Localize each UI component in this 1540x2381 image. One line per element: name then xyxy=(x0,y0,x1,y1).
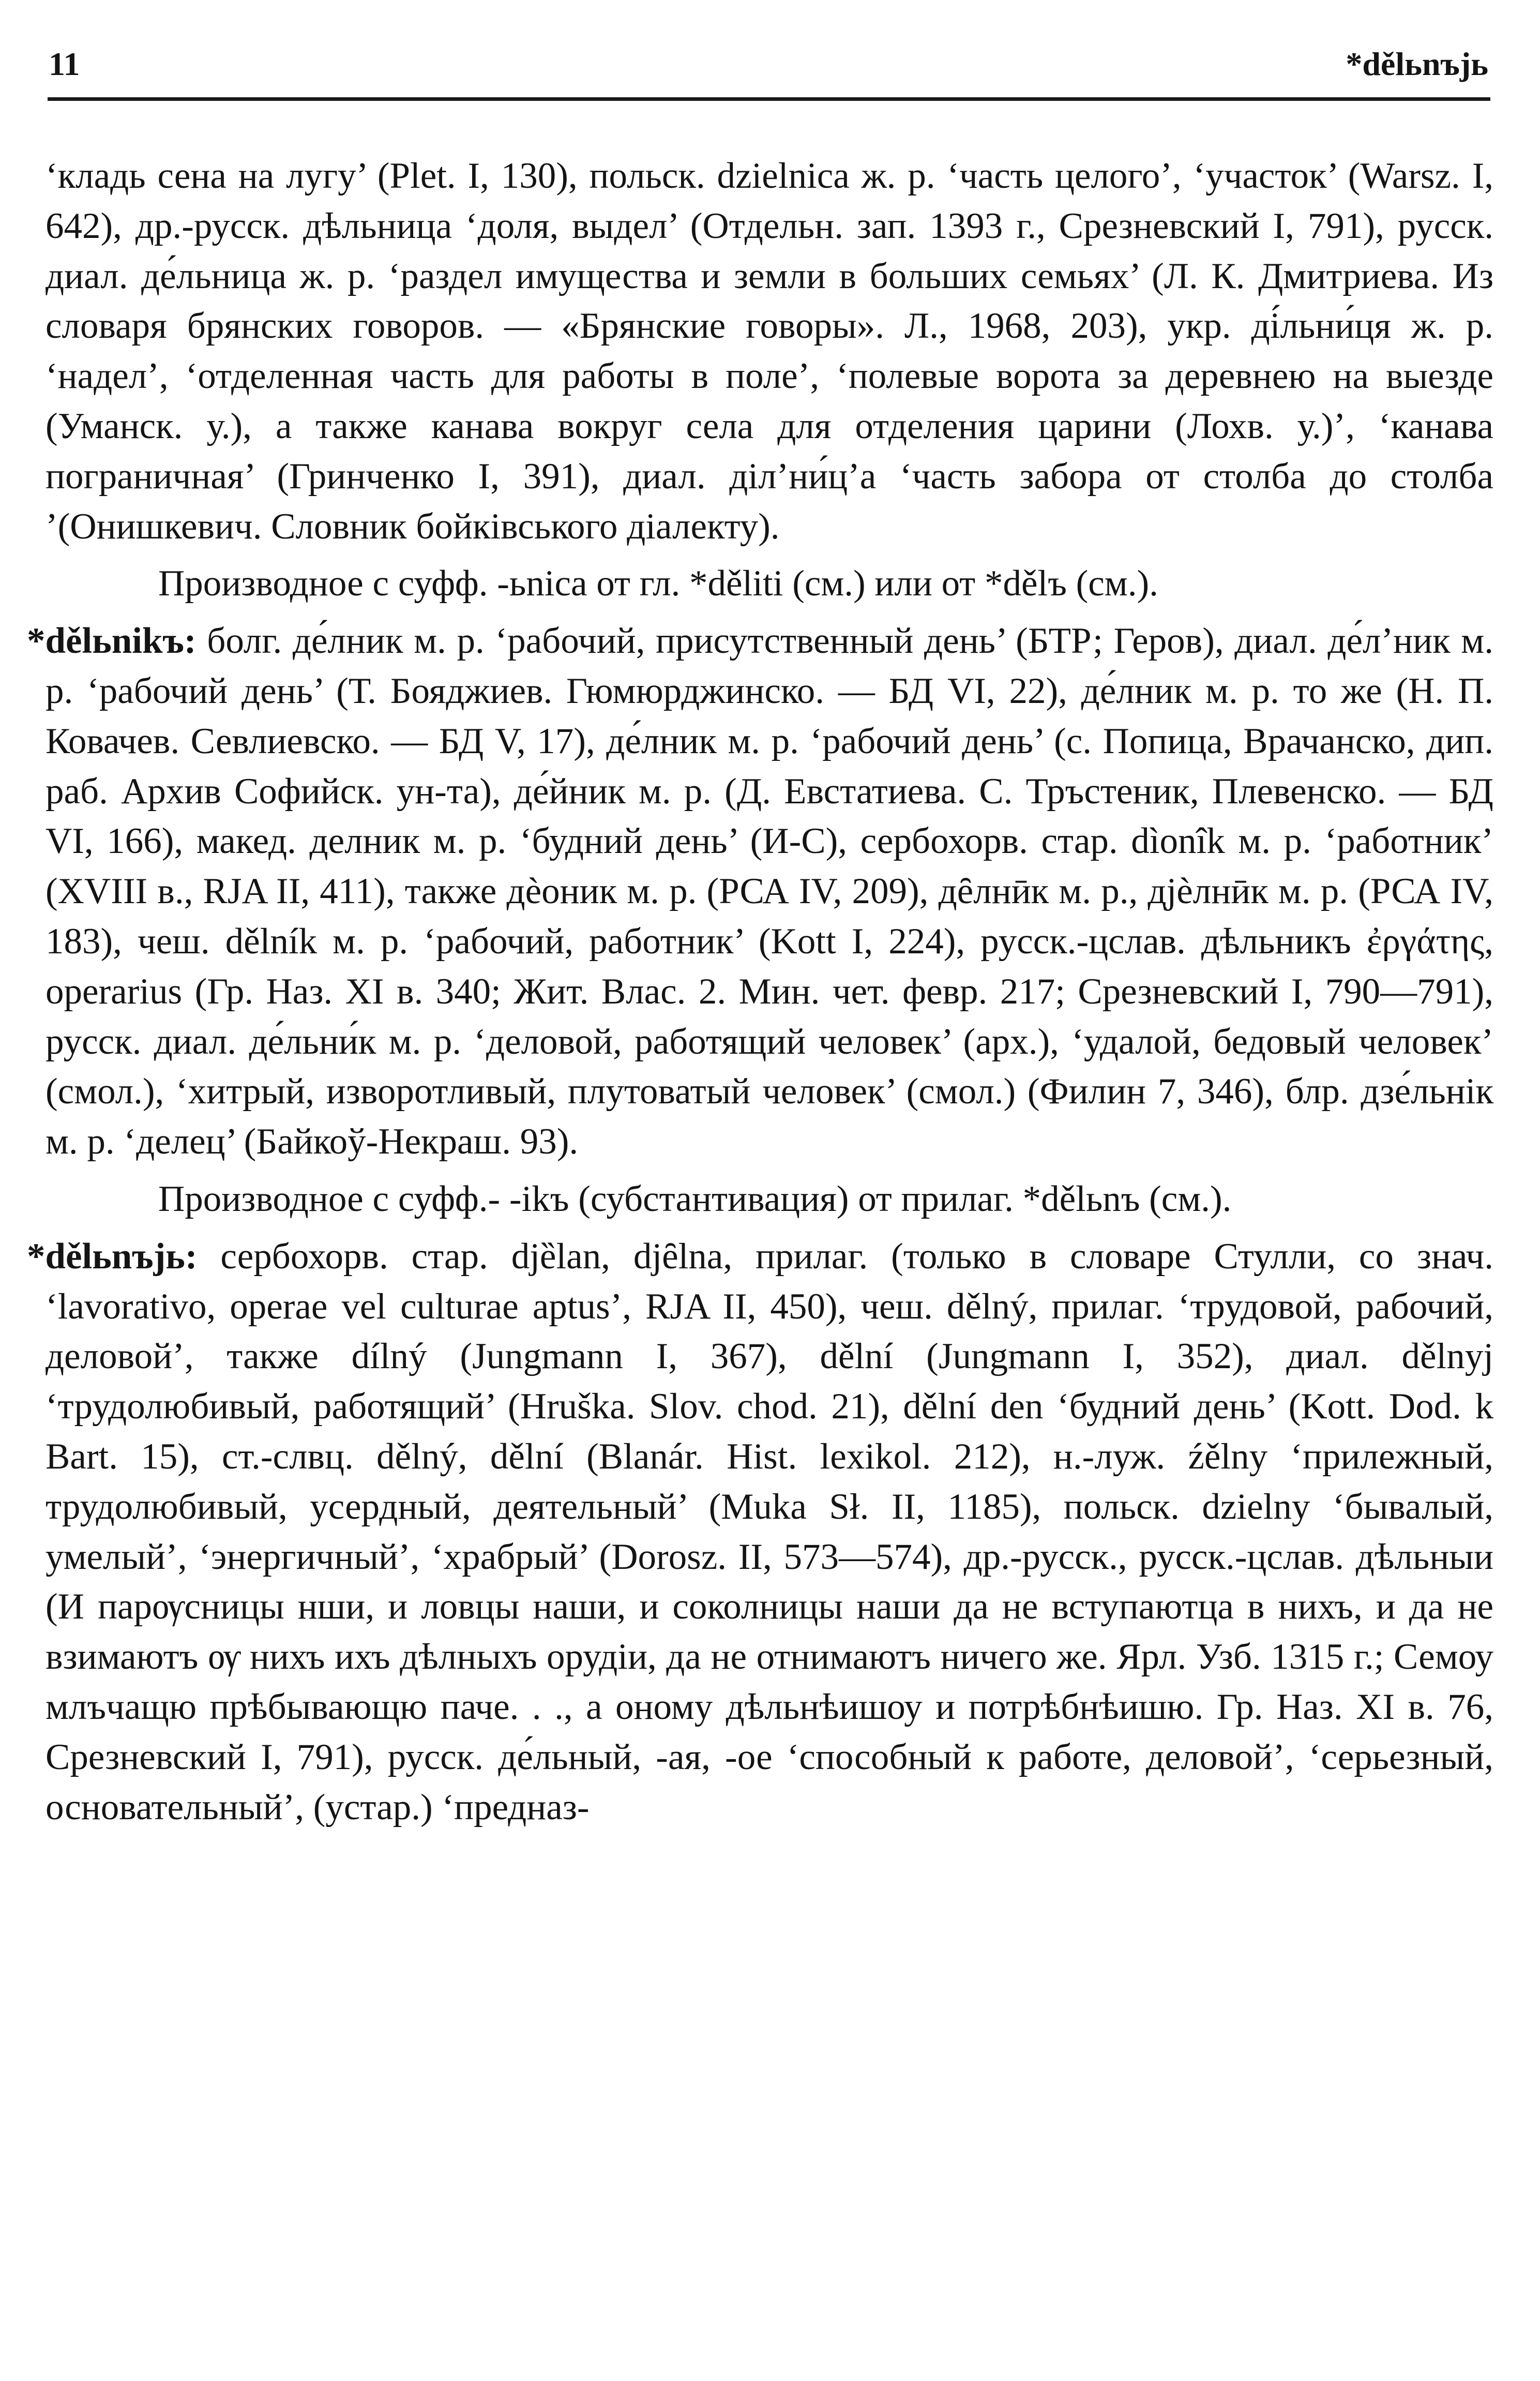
entry-text: сербохорв. стар. djȅlan, djȇlna, прилаг. (только в словаре Стулли, со знач. ‘lavorativo, operae vel culturae aptus’, RJA II, 450), чеш. dělný, прилаг. ‘трудовой, рабочий, деловой’, также dílný (Jungmann I, 367), dělní (Jungmann I, 352), диал. dělnyj ‘трудолюбивый, работящий’ (Hruška. Slov. chod. 21), dělní den ‘будний день’ (Kott. Dod. k Bart. 15), ст.-слвц. dělný, dělní (Blanár. Hist. lexikol. 212), н.-луж. źělny ‘прилежный, трудолюбивый, усердный, деятельный’ (Muka Sł. II, 1185), польск. dzielny ‘бывалый, умелый’, ‘энергичный’, ‘храбрый’ (Dorosz. II, 573—574), др.-русск., русск.-цслав. дѣльныи (И парѹсницы нши, и ловцы наши, и соколницы наши да не вступаютца в нихъ, и да не взимаютъ ѹ нихъ ихъ дѣлныхъ орудiи, да не отнимаютъ ничего же. Ярл. Узб. 1315 г.; Семоу млъчащю прѣбывающю паче. . ., а оному дѣльнѣишоу и потрѣбнѣишю. Гр. Наз. XI в. 76, Срезневский I, 791), русск. де́льный, -ая, -ое ‘способный к работе, деловой’, ‘серьезный, основательный’, (устар.) ‘предназ- xyxy=(46,1236,1493,1828)
continuation-paragraph: ‘кладь сена на лугу’ (Plet. I, 130), польск. dzielnica ж. р. ‘часть целого’, ‘участок’ (Warsz. I, 642), др.-русск. дѣльница ‘доля, выдел’ (Отдельн. зап. 1393 г., Срезневский I, 791), русск. диал. де́льница ж. р. ‘раздел имущества и земли в больших семьях’ (Л. К. Дмитриева. Из словаря брянских говоров. — «Брянские говоры». Л., 1968, 203), укр. ді́льни́ця ж. р. ‘надел’, ‘отделенная часть для работы в поле’, ‘полевые ворота за деревнею на выезде (Уманск. у.), а также канава вокруг села для отделения царини (Лохв. у.)’, ‘канава пограничная’ (Гринченко I, 391), диал. діл’ни́ц’а ‘часть забора от столба до столба ’(Онишкевич. Словник бойківського діалекту). xyxy=(46,156,1493,547)
entry-headword: *dělьnikъ: xyxy=(27,621,197,662)
page-number: 11 xyxy=(49,46,80,82)
header-rule xyxy=(48,97,1490,101)
entry-text: болг. де́лник м. р. ‘рабочий, присутственный день’ (БТР; Геров), диал. де́л’ник м. р. ‘рабочий день’ (Т. Бояджиев. Гюмюрджинско. — БД VI, 22), де́лник м. р. то же (Н. П. Ковачев. Севлиевско. — БД V, 17), де́лник м. р. ‘рабочий день’ (с. Попица, Врачанско, дип. раб. Архив Софийск. ун-та), де́йник м. р. (Д. Евстатиева. С. Тръстеник, Плевенско. — БД VI, 166), макед. делник м. р. ‘будний день’ (И-С), сербохорв. стар. dìonîk м. р. ‘работник’ (XVIII в., RJA II, 411), также дѐоник м. р. (РСА IV, 209), дȇлнӣк м. р., дјѐлнӣк м. р. (РСА IV, 183), чеш. dělník м. р. ‘рабочий, работник’ (Kott I, 224), русск.-цслав. дѣльникъ ἐργάτης, operarius (Гр. Наз. XI в. 340; Жит. Влас. 2. Мин. чет. февр. 217; Срезневский I, 790—791), русск. диал. де́льни́к м. р. ‘деловой, работящий человек’ (арх.), ‘удалой, бедовый человек’ (смол.), ‘хитрый, изворотливый, плутоватый человек’ (смол.) (Филин 7, 346), блр. дзе́льнік м. р. ‘делец’ (Байкоў-Некраш. 93). xyxy=(46,621,1493,1162)
dictionary-entry xyxy=(27,616,1493,1167)
page-body xyxy=(27,151,1493,1839)
entry-headword: *dělьnъjь: xyxy=(27,1236,198,1277)
running-head: *dělьnъjь xyxy=(1346,46,1488,82)
derivation-note: Производное с суфф. -ьnica от гл. *děliti (см.) или от *dělъ (см.). xyxy=(158,563,1158,604)
dictionary-entry xyxy=(27,1232,1493,1833)
derivation-note: Производное с суфф.- -ikъ (субстантивация) от прилаг. *dělьnъ (см.). xyxy=(158,1178,1232,1219)
